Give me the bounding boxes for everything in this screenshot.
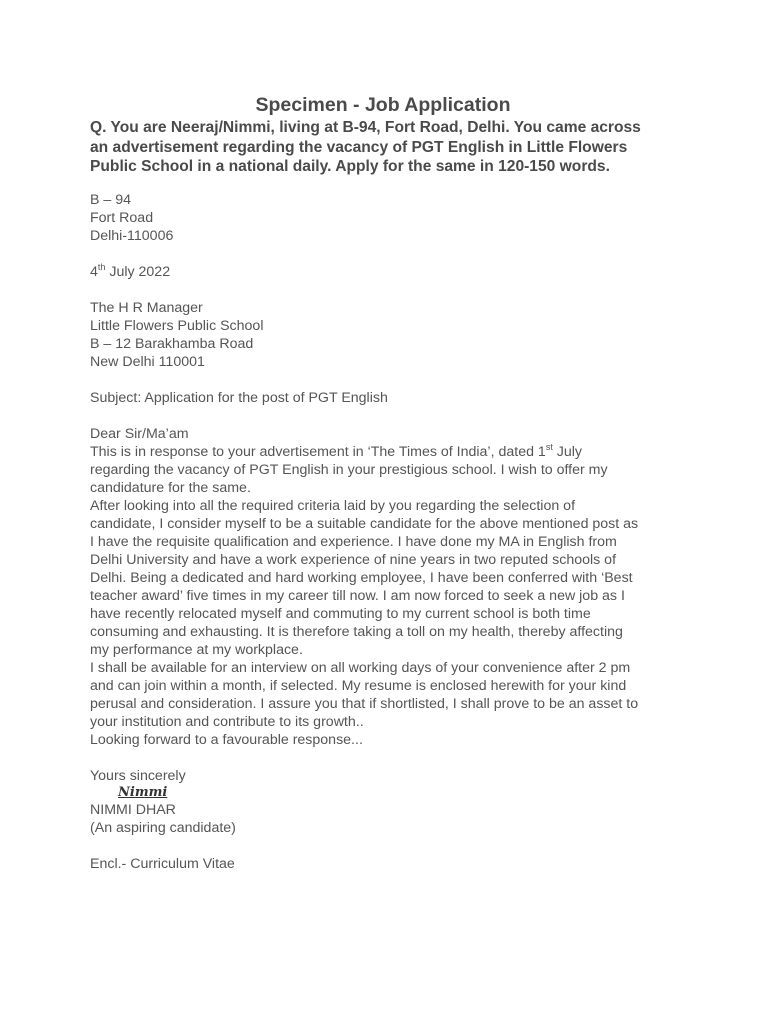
recipient-line: B – 12 Barakhamba Road — [90, 335, 254, 352]
sender-designation: (An aspiring candidate) — [90, 819, 236, 836]
enclosure-note: Encl.- Curriculum Vitae — [90, 855, 235, 872]
recipient-address — [90, 299, 690, 371]
body-line: my performance at my workplace. — [90, 641, 303, 658]
body-line: candidature for the same. — [90, 479, 251, 496]
body-line: your institution and contribute to its growth.. — [90, 713, 364, 730]
body-line: regarding the vacancy of PGT English in your prestigious school. I wish to offer my — [90, 461, 608, 478]
letter-body — [90, 443, 690, 749]
letter-closing: Yours sincerely — [90, 767, 186, 784]
recipient-line: New Delhi 110001 — [90, 353, 205, 370]
body-line: Looking forward to a favourable response... — [90, 731, 363, 748]
question-line: Q. You are Neeraj/Nimmi, living at B-94, Fort Road, Delhi. You came across — [90, 119, 641, 136]
body-line: Delhi University and have a work experience of nine years in two reputed schools of — [90, 551, 617, 568]
letter-page — [90, 92, 690, 873]
question-line: Public School in a national daily. Apply for the same in 120-150 words. — [90, 158, 610, 175]
body-line: have recently relocated myself and commuting to my current school is both time — [90, 605, 591, 622]
body-line: I have the requisite qualification and experience. I have done my MA in English from — [90, 533, 617, 550]
page-title: Specimen - Job Application — [255, 94, 511, 116]
sender-address-line: Fort Road — [90, 209, 154, 226]
letter-salutation: Dear Sir/Ma’am — [90, 425, 189, 442]
sender-address-line: Delhi-110006 — [90, 227, 174, 244]
sender-address — [90, 191, 690, 245]
body-line: candidate, I consider myself to be a suitable candidate for the above mentioned post as — [90, 515, 639, 532]
question-line: an advertisement regarding the vacancy of PGT English in Little Flowers — [90, 138, 628, 156]
body-line: and can join within a month, if selected. My resume is enclosed herewith for your kind — [90, 677, 627, 694]
letter-date: 4th July 2022 — [90, 261, 171, 280]
body-line: This is in response to your advertisement in ‘The Times of India’, dated 1st July — [90, 441, 582, 460]
recipient-line: Little Flowers Public School — [90, 317, 264, 334]
sender-name: NIMMI DHAR — [90, 801, 176, 818]
body-line: consuming and exhausting. It is therefore taking a toll on my health, thereby affecting — [90, 623, 623, 640]
question-text — [90, 118, 690, 177]
body-line: After looking into all the required criteria laid by you regarding the selection of — [90, 497, 576, 514]
letter-subject: Subject: Application for the post of PGT English — [90, 389, 388, 406]
body-line: perusal and consideration. I assure you that if shortlisted, I shall prove to be an asset to — [90, 695, 639, 712]
body-line: Delhi. Being a dedicated and hard working employee, I have been conferred with ‘Best — [90, 569, 633, 586]
signature: Nimmi — [118, 784, 168, 800]
recipient-line: The H R Manager — [90, 299, 203, 316]
body-line: teacher award’ five times in my career till now. I am now forced to seek a new job as I — [90, 587, 625, 604]
sender-address-line: B – 94 — [90, 191, 132, 208]
body-line: I shall be available for an interview on all working days of your convenience after 2 pm — [90, 659, 631, 676]
